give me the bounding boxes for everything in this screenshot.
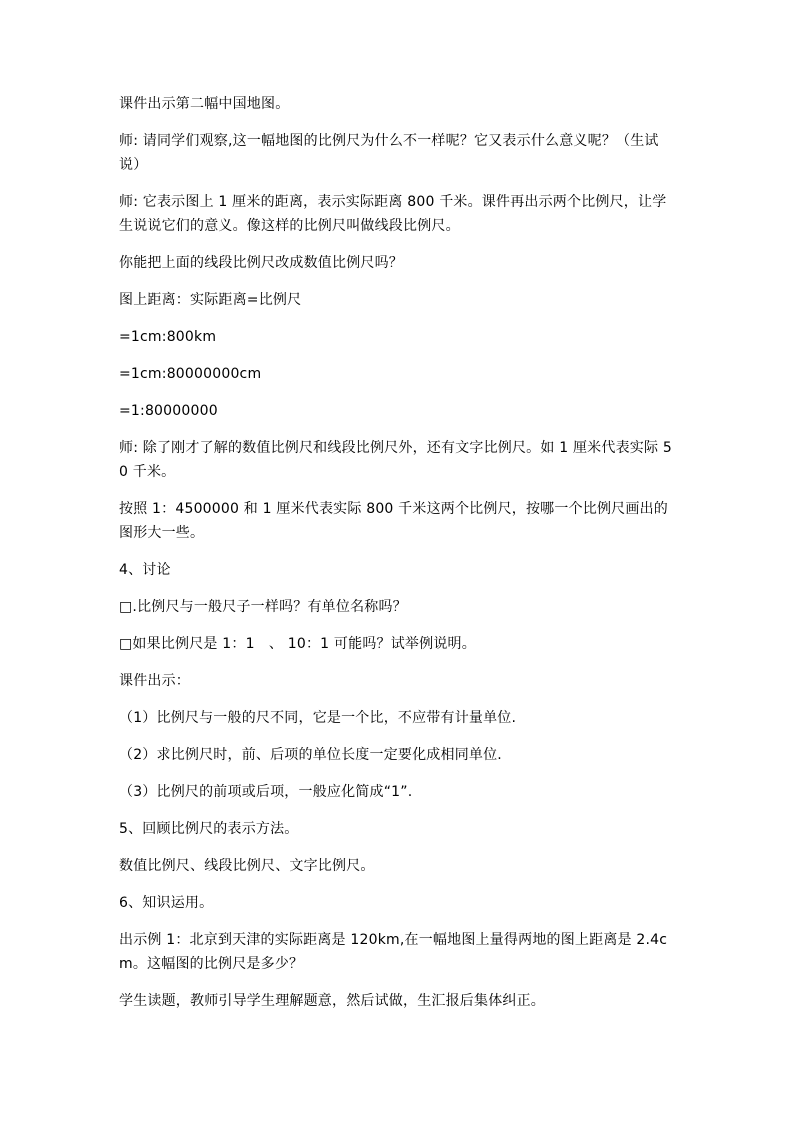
paragraph-formula: 图上距离：实际距离=比例尺 [119, 292, 302, 308]
paragraph-step-3: =1:80000000 [119, 403, 218, 419]
paragraph-courseware-show: 课件出示： [119, 673, 190, 689]
paragraph-scale-types: 数值比例尺、线段比例尺、文字比例尺。 [119, 858, 375, 874]
document-body [119, 92, 679, 1026]
point-2: （2）求比例尺时，前、后项的单位长度一定要化成相同单位. [119, 747, 502, 763]
paragraph-student-activity: 学生读题，教师引导学生理解题意，然后试做，生汇报后集体纠正。 [119, 993, 545, 1009]
point-1: （1）比例尺与一般的尺不同，它是一个比，不应带有计量单位. [119, 710, 517, 726]
paragraph-teacher-question: 师: 请同学们观察,这一幅地图的比例尺为什么不一样呢？它又表示什么意义呢？（生试说） [119, 133, 659, 173]
paragraph-courseware-map: 课件出示第二幅中国地图。 [119, 96, 290, 112]
paragraph-step-2: =1cm:80000000cm [119, 366, 262, 382]
section-heading-discussion: 4、讨论 [119, 562, 171, 578]
discussion-item-2: □如果比例尺是 1：1 、 10：1 可能吗？试举例说明。 [119, 636, 476, 652]
paragraph-convert-question: 你能把上面的线段比例尺改成数值比例尺吗？ [119, 255, 403, 271]
paragraph-step-1: =1cm:800km [119, 329, 217, 345]
paragraph-text-scale: 师: 除了刚才了解的数值比例尺和线段比例尺外，还有文字比例尺。如 1 厘米代表实际 50 千米。 [119, 440, 672, 480]
discussion-item-1: □.比例尺与一般尺子一样吗？有单位名称吗？ [119, 599, 407, 615]
paragraph-teacher-explain-line-scale: 师: 它表示图上 1 厘米的距离，表示实际距离 800 千米。课件再出示两个比例尺，让学生说说它们的意义。像这样的比例尺叫做线段比例尺。 [119, 194, 667, 234]
point-3: （3）比例尺的前项或后项，一般应化简成“1”. [119, 784, 413, 800]
section-heading-application: 6、知识运用。 [119, 895, 214, 911]
section-heading-review: 5、回顾比例尺的表示方法。 [119, 821, 299, 837]
paragraph-compare-scales: 按照 1：4500000 和 1 厘米代表实际 800 千米这两个比例尺，按哪一个比例尺画出的图形大一些。 [119, 501, 668, 541]
paragraph-example-1: 出示例 1：北京到天津的实际距离是 120km,在一幅地图上量得两地的图上距离是 2.4cm。这幅图的比例尺是多少？ [119, 932, 668, 972]
